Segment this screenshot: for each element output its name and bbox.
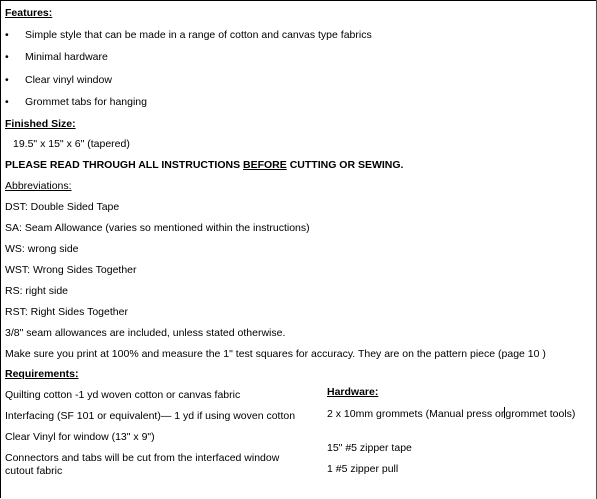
notice-before: PLEASE READ THROUGH ALL INSTRUCTIONS — [5, 159, 244, 171]
hardware-item-part2: grommet tools) — [505, 408, 576, 420]
abbreviations-heading: Abbreviations: — [5, 180, 72, 192]
note-print-scale: Make sure you print at 100% and measure the 1" test squares for accuracy. They are on the pattern piece (page 10 ) — [5, 348, 546, 360]
notice-emphasis: BEFORE — [243, 159, 287, 171]
requirement-item: Connectors and tabs will be cut from the interfaced window cutout fabric — [5, 452, 280, 477]
hardware-heading: Hardware: — [327, 386, 379, 398]
hardware-item: 15" #5 zipper tape — [327, 442, 412, 454]
requirement-item: Clear Vinyl for window (13" x 9") — [5, 431, 155, 443]
features-item: Minimal hardware — [25, 51, 108, 63]
abbreviation-item: RST: Right Sides Together — [5, 306, 128, 318]
abbreviation-item: WST: Wrong Sides Together — [5, 264, 137, 276]
requirement-item: Interfacing (SF 101 or equivalent)— 1 yd if using woven cotton — [5, 410, 296, 422]
abbreviation-item: WS: wrong side — [5, 243, 79, 255]
bullet-icon: • — [5, 51, 9, 63]
hardware-item — [327, 407, 587, 421]
hardware-item: 1 #5 zipper pull — [327, 463, 399, 475]
features-item: Grommet tabs for hanging — [25, 96, 147, 108]
abbreviation-item: DST: Double Sided Tape — [5, 201, 120, 213]
requirements-heading: Requirements: — [5, 368, 79, 380]
bullet-icon: • — [5, 29, 9, 41]
bullet-icon: • — [5, 96, 9, 108]
finished-size-value: 19.5" x 15" x 6" (tapered) — [13, 138, 130, 150]
notice-after: CUTTING OR SEWING. — [286, 159, 404, 171]
hardware-item-part1: 2 x 10mm grommets (Manual press or — [327, 408, 505, 420]
finished-size-heading: Finished Size: — [5, 118, 76, 130]
note-seam-allowance: 3/8" seam allowances are included, unless stated otherwise. — [5, 327, 286, 339]
features-heading: Features: — [5, 7, 53, 19]
bullet-icon: • — [5, 74, 9, 86]
abbreviation-item: SA: Seam Allowance (varies so mentioned within the instructions) — [5, 222, 310, 234]
features-item: Clear vinyl window — [25, 74, 112, 86]
instructions-notice — [5, 159, 403, 172]
abbreviation-item: RS: right side — [5, 285, 69, 297]
requirement-item: Quilting cotton -1 yd woven cotton or canvas fabric — [5, 389, 241, 401]
features-item: Simple style that can be made in a range of cotton and canvas type fabrics — [25, 29, 372, 41]
